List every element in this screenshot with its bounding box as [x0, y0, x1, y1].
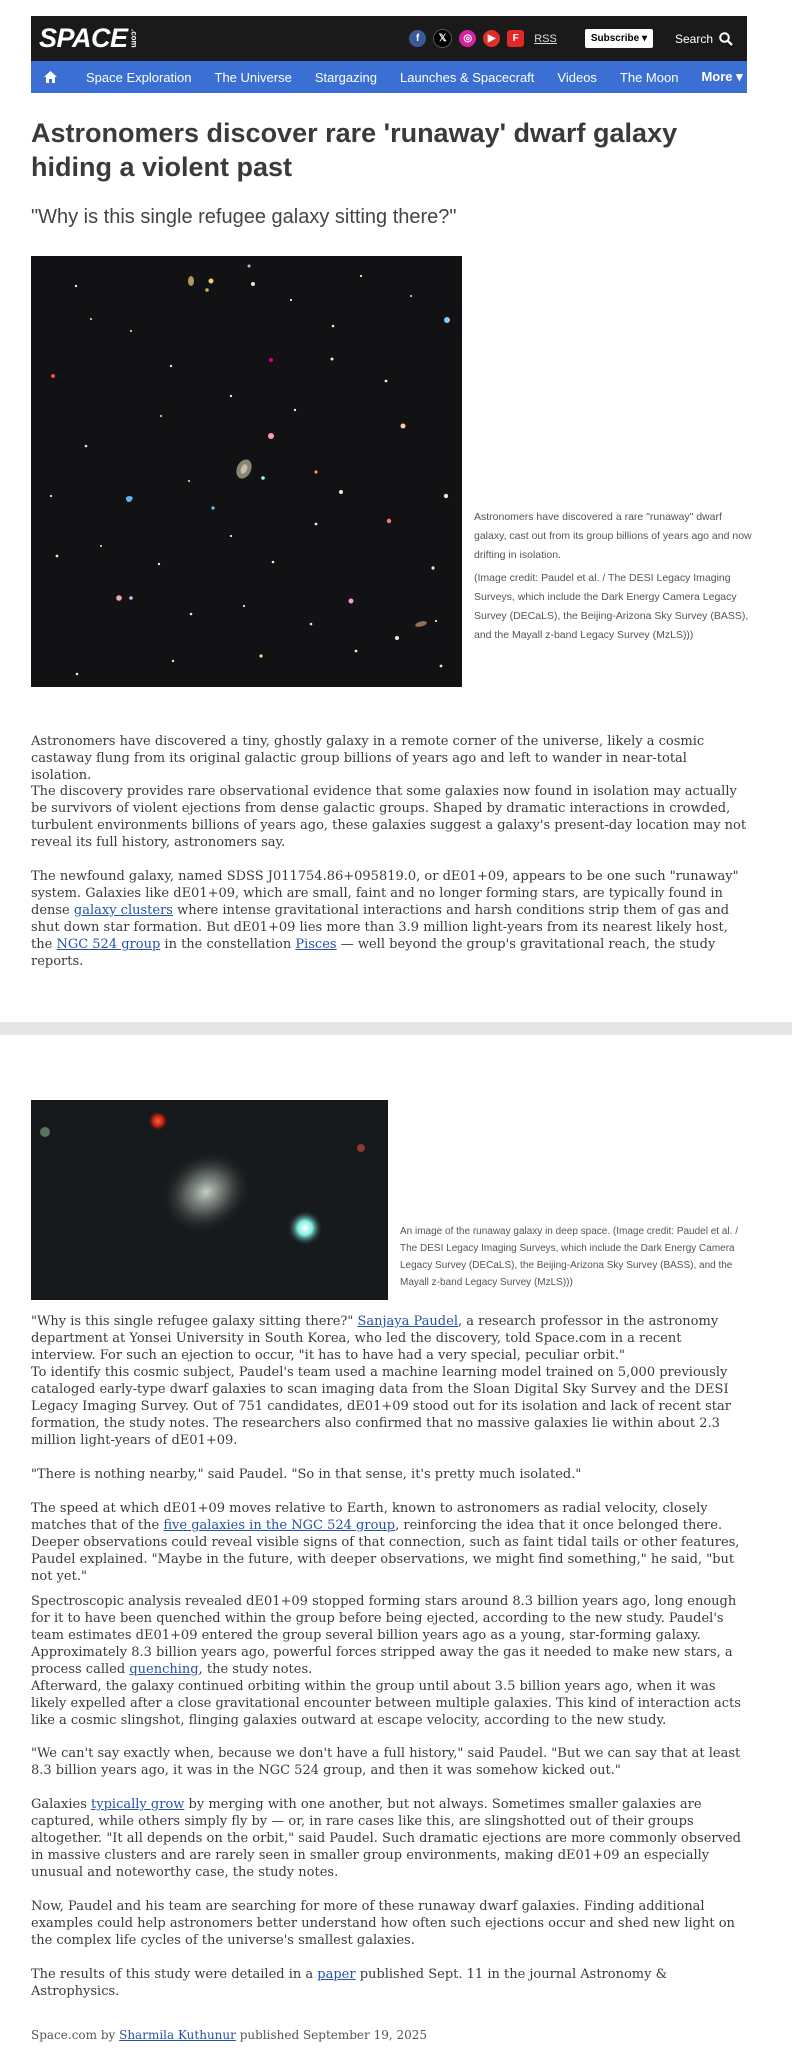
paragraph-4-text-a: "Why is this single refugee galaxy sitting there?": [31, 1314, 358, 1329]
link-five-galaxies[interactable]: five galaxies in the NGC 524 group: [163, 1518, 396, 1533]
paragraph-13-text-a: The results of this study were detailed in a: [31, 1967, 318, 1982]
paragraph-7: [31, 1500, 747, 1585]
site-logo[interactable]: [39, 23, 139, 54]
paragraph-1: Astronomers have discovered a tiny, ghostly galaxy in a remote corner of the universe, likely a cosmic castaway flung from its original galactic group billions of years ago and left to wander in near-total isolation.: [31, 734, 705, 783]
nav-item-videos[interactable]: Videos: [557, 69, 597, 85]
runaway-galaxy-image: [31, 1100, 388, 1300]
link-pisces[interactable]: Pisces: [295, 937, 337, 952]
x-icon[interactable]: 𝕏: [433, 29, 452, 48]
instagram-icon[interactable]: ◎: [459, 30, 476, 47]
paragraph-3-text-a: The newfound galaxy, named SDSS J011754.86+095819.0, or dE01+09, appears to be one such "runaway" system. Galaxies like dE01+09, which are small, faint and no longer forming stars, are typically found in dense: [31, 869, 739, 918]
logo-suffix: .com: [129, 29, 139, 48]
paragraph-10: "We can't say exactly when, because we don't have a full history," said Paudel. "But we can say that at least 8.3 billion years ago, it was in the NGC 524 group, and then it was somehow kicked out.": [31, 1746, 741, 1778]
site-header: [31, 16, 747, 61]
nav-item-the-universe[interactable]: The Universe: [214, 69, 292, 85]
nav-item-stargazing[interactable]: Stargazing: [314, 69, 377, 85]
article-subtitle: "Why is this single refugee galaxy sitting there?": [31, 206, 457, 228]
subscribe-button[interactable]: Subscribe ▾: [585, 29, 653, 48]
section-divider: [0, 1022, 792, 1035]
rss-link[interactable]: RSS: [534, 32, 557, 45]
link-galaxy-clusters[interactable]: galaxy clusters: [73, 903, 173, 918]
home-icon[interactable]: [37, 70, 63, 84]
nav-item-more[interactable]: More ▾: [701, 69, 743, 84]
link-sanjaya-paudel[interactable]: Sanjaya Paudel: [357, 1314, 458, 1329]
youtube-icon[interactable]: ▶: [483, 30, 500, 47]
paragraph-13: [31, 1966, 747, 2000]
star-field-image: [31, 256, 462, 687]
paragraph-8-text-b: , the study notes.: [198, 1662, 313, 1677]
paragraph-8-text-a: Spectroscopic analysis revealed dE01+09 stopped forming stars around 8.3 billion years ago, long enough for it to have been quenched within the group before being ejected, according to the new study. Paudel's team estimates dE01+09 entered the group several billion years ago as a young, star-forming galaxy. Approximately 8.3 billion years ago, powerful forces stripped away the gas it needed to make new stars, a process called: [31, 1594, 737, 1677]
paragraph-6: "There is nothing nearby," said Paudel. "So in that sense, it's pretty much isolated.": [31, 1467, 582, 1482]
link-paper[interactable]: paper: [317, 1967, 356, 1982]
facebook-icon[interactable]: f: [409, 30, 426, 47]
image2-caption: An image of the runaway galaxy in deep space. (Image credit: Paudel et al. / The DESI Legacy Imaging Surveys, which include the Dark Energy Camera Legacy Survey (DECaLS), the Beijing-Arizona Sky Survey (BASS), and the Mayall z-band Legacy Survey (MzLS))): [400, 1226, 738, 1288]
paragraph-4-text-b: , a research professor in the astronomy department at Yonsei University in South Korea, who led the discovery, told Space.com in a recent interview. For such an ejection to occur, "it has to have had a very special, peculiar orbit.": [31, 1314, 719, 1363]
paragraph-3-text-b: where intense gravitational interactions and harsh conditions strip them of gas and shut down star formation. But dE01+09 lies more than 3.9 million light-years from its nearest likely host, the: [31, 903, 730, 952]
image1-credit: (Image credit: Paudel et al. / The DESI Legacy Imaging Surveys, which include the Dark Energy Camera Legacy Survey (DECaLS), the Beijing-Arizona Sky Survey (BASS), and the Mayall z-band Legacy Survey (MzLS))): [474, 572, 749, 641]
paragraph-11-text-b: by merging with one another, but not always. Sometimes smaller galaxies are captured, while others simply fly by — or, in rare cases like this, are slingshotted out of their groups altogether. "It all depends on the orbit," said Paudel. Such dramatic ejections are more commonly observed in massive clusters and are rarely seen in smaller group environments, making dE01+09 an especially unusual and noteworthy case, the study notes.: [31, 1797, 741, 1880]
paragraph-3: [31, 868, 747, 970]
paragraph-2: The discovery provides rare observational evidence that some galaxies now found in isolation may actually be survivors of violent ejections from dense galactic groups. Shaped by dramatic interactions in crowded, turbulent environments billions of years ago, these galaxies suggest a galaxy's present-day location may not reveal its full history, astronomers say.: [31, 784, 747, 850]
paragraph-12: Now, Paudel and his team are searching for more of these runaway dwarf galaxies. Finding additional examples could help astronomers better understand how often such ejections occur and shed new light on the complex life cycles of the universe's smallest galaxies.: [31, 1899, 735, 1948]
nav-item-space-exploration[interactable]: Space Exploration: [86, 69, 192, 85]
paragraph-4: [31, 1313, 747, 1364]
search-icon: [719, 32, 733, 46]
paragraph-11: [31, 1796, 747, 1881]
search-label: Search: [674, 31, 713, 46]
nav-item-launches-spacecraft[interactable]: Launches & Spacecraft: [399, 69, 535, 85]
nav-item-the-moon[interactable]: The Moon: [619, 69, 679, 85]
paragraph-3-text-d: — well beyond the group's gravitational reach, the study reports.: [31, 937, 716, 969]
social-links: [409, 29, 557, 48]
paragraph-13-text-b: published Sept. 11 in the journal Astronomy & Astrophysics.: [31, 1967, 668, 1999]
byline-prefix: Space.com by: [31, 2028, 120, 2042]
link-quenching[interactable]: quenching: [129, 1662, 199, 1677]
link-ngc-524-group[interactable]: NGC 524 group: [56, 937, 161, 952]
byline-date: published September 19, 2025: [235, 2028, 428, 2042]
paragraph-7-text-a: The speed at which dE01+09 moves relative to Earth, known to astronomers as radial velocity, closely matches that of the: [31, 1501, 708, 1533]
article-title: Astronomers discover rare 'runaway' dwarf galaxy hiding a violent past: [31, 118, 678, 182]
paragraph-5: To identify this cosmic subject, Paudel's team used a machine learning model trained on 5,000 previously cataloged early-type dwarf galaxies to scan imaging data from the Sloan Digital Sky Survey and the DESI Legacy Imaging Survey. Out of 751 candidates, dE01+09 stood out for its isolation and lack of recent star formation, the study notes. The researchers also confirmed that no massive galaxies lie within about 2.3 million light-years of dE01+09.: [31, 1365, 731, 1448]
paragraph-11-text-a: Galaxies: [31, 1797, 92, 1812]
link-typically-grow[interactable]: typically grow: [91, 1797, 185, 1812]
article-byline: [31, 2028, 427, 2042]
main-nav: [31, 61, 747, 93]
logo-text: SPACE: [39, 23, 128, 53]
paragraph-3-text-c: in the constellation: [160, 937, 296, 952]
paragraph-9: Afterward, the galaxy continued orbiting within the group until about 3.5 billion years ago, when it was likely expelled after a close gravitational encounter between multiple galaxies. This kind of interaction acts like a cosmic slingshot, flinging galaxies outward at escape velocity, according to the new study.: [31, 1679, 741, 1728]
flipboard-icon[interactable]: F: [507, 30, 524, 47]
paragraph-8: [31, 1593, 747, 1678]
search-button[interactable]: [675, 32, 733, 46]
image1-caption: [474, 508, 752, 645]
paragraph-7-text-b: , reinforcing the idea that it once belonged there. Deeper observations could reveal visible signs of that connection, such as faint tidal tails or other features, Paudel explained. "Maybe in the future, with deeper observations, we might find something," he said, "but not yet.": [31, 1518, 740, 1584]
image1-caption-text: Astronomers have discovered a rare "runaway" dwarf galaxy, cast out from its group billions of years ago and now drifting in isolation.: [474, 511, 752, 561]
author-link[interactable]: Sharmila Kuthunur: [119, 2028, 236, 2042]
